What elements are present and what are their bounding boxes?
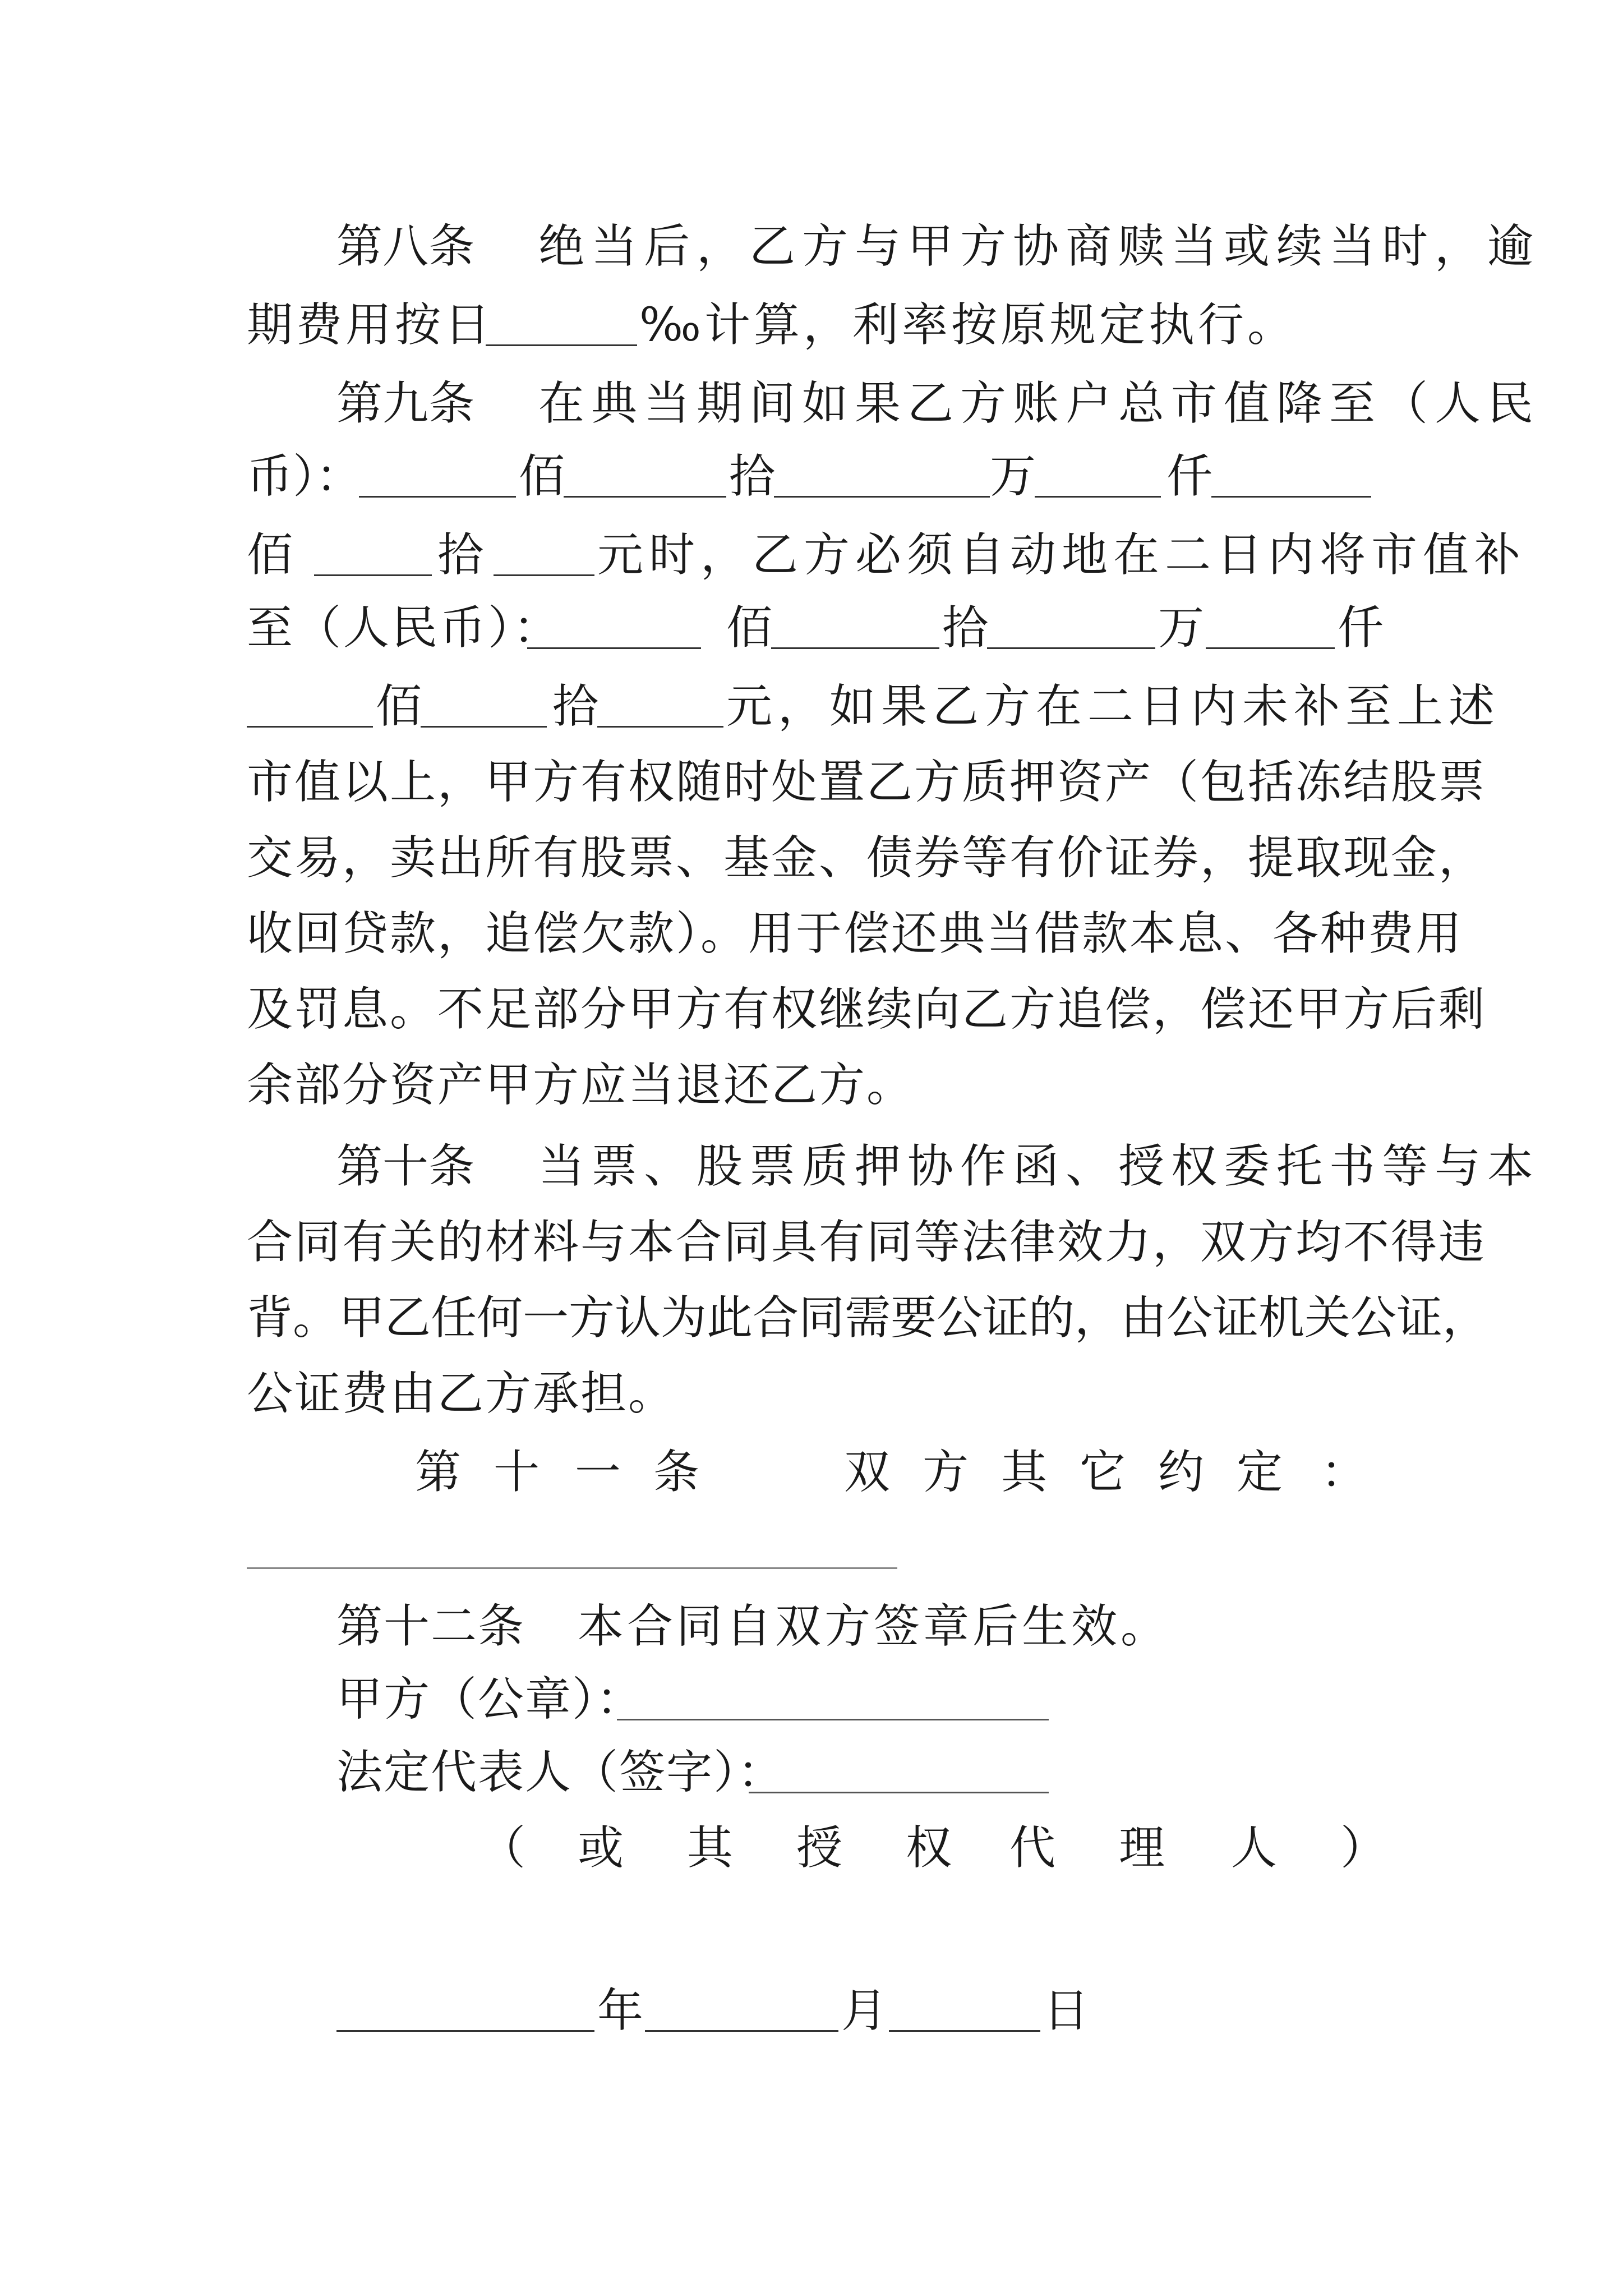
article-8-heading: 第八条 [336,220,475,273]
unit-shi-4: 拾 [552,680,599,733]
article-11-text-char-6: 定 [1237,1446,1283,1499]
unit-wan-2: 万 [1158,601,1205,655]
party-a-seal-field[interactable] [617,1719,1049,1720]
date-month-label: 月 [841,1984,888,2037]
agent-char-2: 或 [578,1821,624,1875]
article-8-text-2b: ‰计算，利率按原规定执行。 [639,298,1297,352]
article-10-text-4: 公证费由乙方承担。 [247,1367,676,1420]
article-9-text-7: 交易，卖出所有股票、基金、债券等有价证券，提取现金， [247,831,1487,885]
article-11-text-char-3: 其 [1001,1446,1048,1499]
article-9-line-5 [0,668,1623,746]
threshold-blank-1[interactable] [359,496,516,498]
article-10-line-2 [0,1203,1623,1282]
agent-char-4: 授 [796,1821,843,1875]
date-day-field[interactable] [889,2030,1040,2032]
rep-signature-field[interactable] [749,1792,1049,1793]
article-9-text-9: 及罚息。不足部分甲方有权继续向乙方追偿，偿还甲方后剩 [247,983,1487,1036]
article-9-text-10: 余部分资产甲方应当退还乙方。 [247,1059,915,1112]
article-9-text-6: 市值以上，甲方有权随时处置乙方质押资产（包括冻结股票 [247,756,1487,809]
article-11-text-char-4: 它 [1080,1446,1126,1499]
date-year-label: 年 [597,1984,644,2037]
article-10-text-3: 背。甲乙任何一方认为此合同需要公证的，由公证机关公证， [247,1291,1489,1345]
article-10-line-1 [0,1128,1623,1206]
article-12-text: 本合同自双方签章后生效。 [578,1600,1170,1653]
overdue-rate-blank[interactable] [486,344,637,346]
article-9-line-2 [0,438,1623,516]
other-agreement-blank[interactable] [247,1567,897,1569]
article-11-text-char-5: 约 [1158,1446,1205,1499]
topup-blank-2[interactable] [771,647,939,649]
article-11-text-char-2: 方 [923,1446,969,1499]
article-9-heading: 第九条 [336,377,475,430]
agent-char-9: ） [1340,1821,1387,1875]
unit-shi-3: 拾 [942,601,989,655]
topup-blank-7[interactable] [597,726,723,728]
agent-char-5: 权 [906,1821,952,1875]
article-9-text-5-suffix: 元，如果乙方在二日内未补至上述 [726,680,1501,733]
threshold-blank-4[interactable] [1035,496,1161,498]
threshold-blank-3[interactable] [774,496,990,498]
agent-row [0,1809,1623,1888]
date-year-field[interactable] [336,2030,594,2032]
article-11-text-char-7: ： [1321,1446,1367,1499]
unit-bai-1: 佰 [519,450,565,503]
topup-blank-1[interactable] [527,647,701,649]
rep-row [0,1733,1623,1812]
article-9-text-3-suffix: 元时，乙方必须自动地在二日内将市值补 [597,528,1527,582]
unit-bai-3: 佰 [726,601,773,655]
agent-char-1: （ [479,1821,526,1875]
topup-blank-6[interactable] [421,726,547,728]
article-8-line-2 [0,286,1623,365]
topup-blank-3[interactable] [987,647,1155,649]
unit-qian-1: 仟 [1166,450,1213,503]
article-9-line-7 [0,819,1623,898]
article-9-line-9 [0,970,1623,1049]
rep-label: 法定代表人（签字）： [336,1746,785,1799]
article-11-blank-line [0,1509,1623,1588]
date-month-field[interactable] [645,2030,838,2032]
date-day-label: 日 [1043,1984,1090,2037]
article-9-line-1 [0,365,1623,443]
threshold-blank-6[interactable] [314,574,432,576]
agent-char-7: 理 [1119,1821,1165,1875]
article-8-text-1: 绝当后，乙方与甲方协商赎当或续当时，逾 [538,220,1541,273]
article-12-line [0,1588,1623,1666]
threshold-blank-5[interactable] [1211,496,1371,498]
threshold-blank-2[interactable] [564,496,726,498]
party-a-label: 甲方（公章）： [336,1673,644,1726]
article-11-heading-char-1: 第 [415,1446,462,1499]
party-a-row [0,1660,1623,1739]
unit-wan-1: 万 [990,450,1036,503]
article-10-line-3 [0,1279,1623,1358]
article-12-heading: 第十二条 [336,1600,525,1653]
article-11-line [0,1433,1623,1512]
article-10-line-4 [0,1355,1623,1433]
article-10-heading: 第十条 [336,1140,475,1193]
agent-char-6: 代 [1009,1821,1056,1875]
article-9-text-4-prefix: 至（人民币）： [247,601,562,655]
unit-bai-4: 佰 [376,680,422,733]
article-9-text-1: 在典当期间如果乙方账户总市值降至（人民 [538,377,1541,430]
article-11-text-char-1: 双 [844,1446,891,1499]
unit-shi-2: 拾 [437,528,484,582]
article-9-text-2-prefix: 币）： [247,450,362,503]
threshold-blank-7[interactable] [494,574,594,576]
article-8-text-2a: 期费用按日 [247,298,494,352]
unit-qian-2: 仟 [1338,601,1384,655]
article-8-line-1 [0,208,1623,286]
article-9-text-8: 收回贷款，追偿欠款）。用于偿还典当借款本息、各种费用 [247,907,1464,960]
unit-bai-2: 佰 [247,528,293,582]
agent-char-8: 人 [1231,1821,1278,1875]
article-9-line-4 [0,589,1623,668]
article-11-heading-char-3: 一 [575,1446,621,1499]
topup-blank-5[interactable] [247,726,373,728]
article-11-heading-char-4: 条 [653,1446,700,1499]
topup-blank-4[interactable] [1206,647,1335,649]
article-10-text-1: 当票、股票质押协作函、授权委托书等与本 [538,1140,1541,1193]
agent-char-3: 其 [687,1821,734,1875]
unit-shi-1: 拾 [729,450,776,503]
article-9-line-3 [0,516,1623,595]
date-row [0,1972,1623,2050]
article-9-line-10 [0,1046,1623,1125]
article-9-line-8 [0,895,1623,973]
article-10-text-2: 合同有关的材料与本合同具有同等法律效力，双方均不得违 [247,1216,1487,1269]
article-11-heading-char-2: 十 [494,1446,540,1499]
article-9-line-6 [0,743,1623,822]
